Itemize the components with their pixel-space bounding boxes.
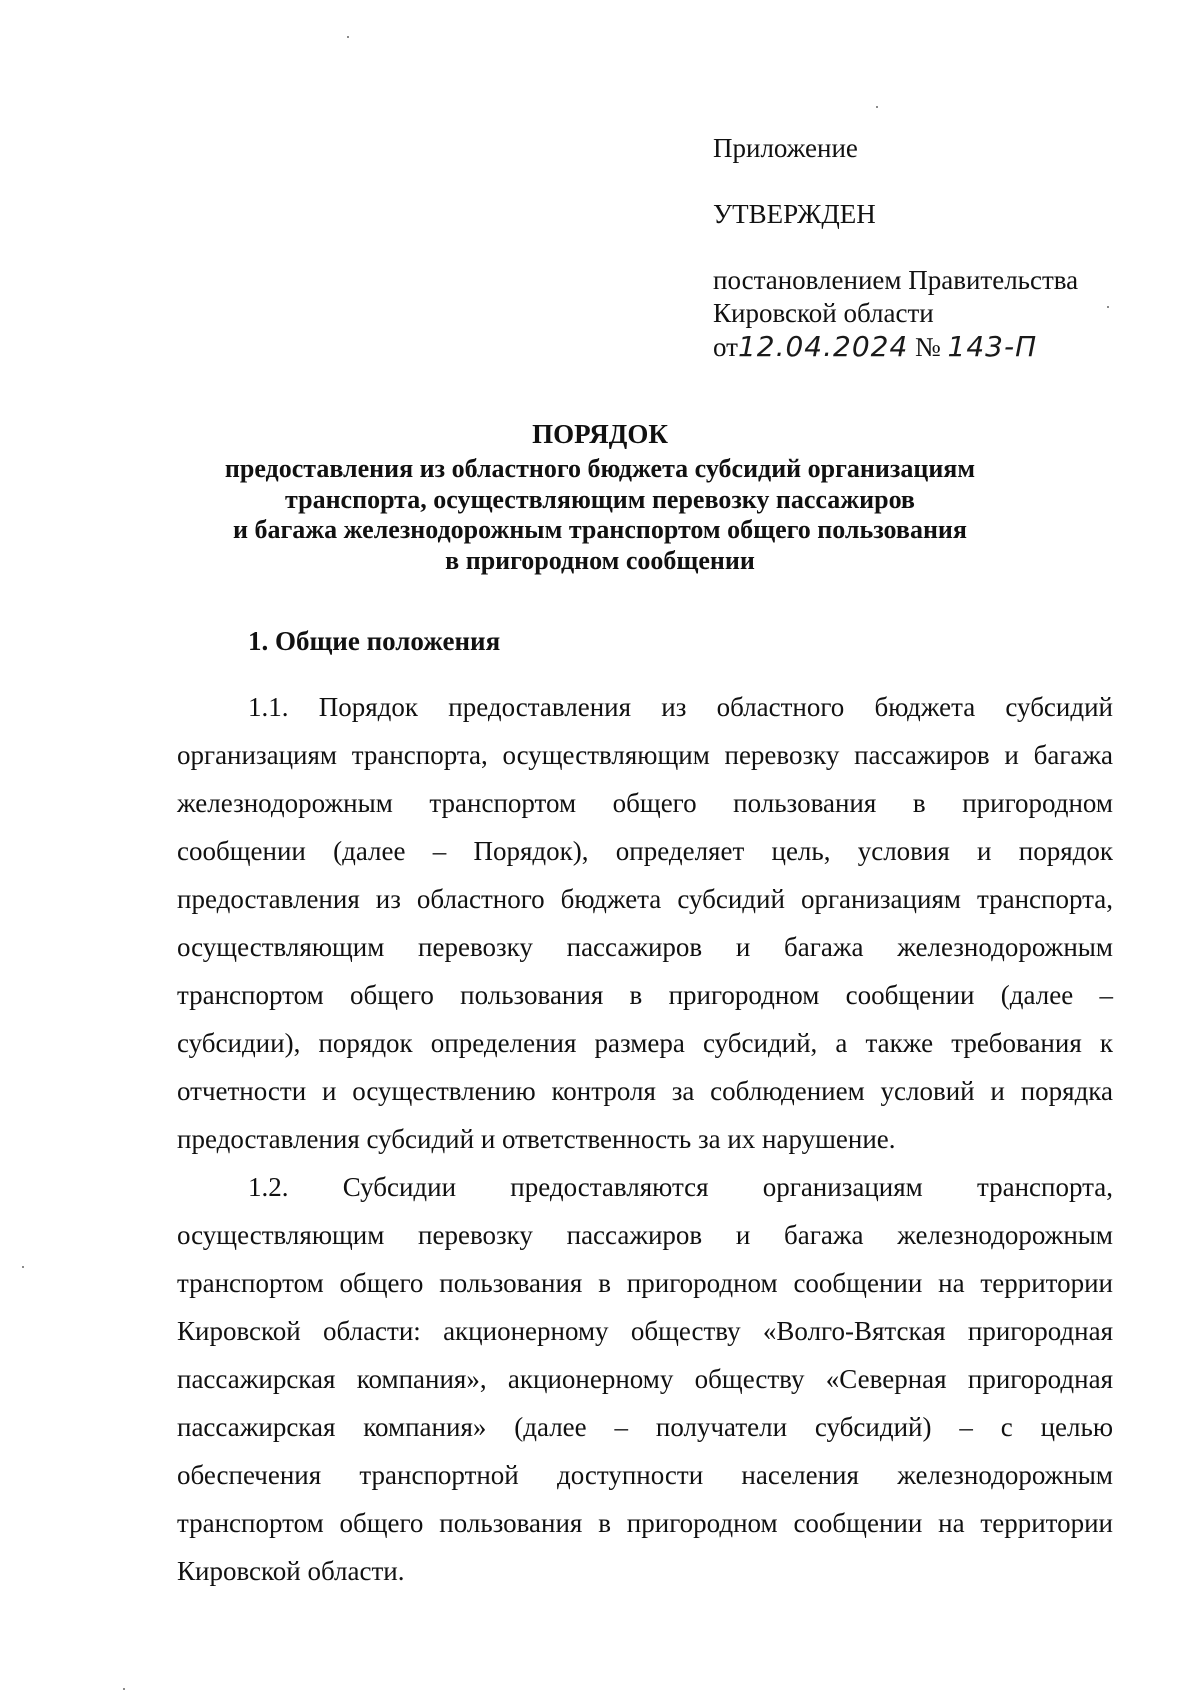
title-sub-line: транспорта, осуществляющим перевозку пассажиров [285, 484, 915, 514]
date-prefix: от [713, 332, 738, 362]
title-subtitle [180, 454, 1020, 576]
paragraph-1-2-line: Кировской области: акционерному обществу «Волго-Вятская пригородная [177, 1316, 1113, 1346]
decree-line-2: Кировской области [713, 298, 934, 328]
scan-speck [347, 36, 349, 38]
title-sub-line: и багажа железнодорожным транспортом общего пользования [233, 515, 967, 544]
scan-speck [1107, 306, 1109, 308]
paragraph-1-1-line: предоставления из областного бюджета субсидий организациям транспорта, [177, 884, 1113, 914]
paragraph-1-1-line: субсидии), порядок определения размера субсидий, а также требования к [177, 1028, 1113, 1058]
paragraph-1-1-line: отчетности и осуществлению контроля за соблюдением условий и порядка [177, 1076, 1113, 1106]
number-sign: № [915, 332, 941, 362]
appendix-label: Приложение [713, 133, 858, 163]
approval-block [713, 132, 1153, 364]
paragraph-1-2-line: пассажирская компания», акционерному обществу «Северная пригородная [177, 1364, 1113, 1394]
paragraph-1-1-line: железнодорожным транспортом общего пользования в пригородном [177, 788, 1113, 818]
scan-speck [123, 1688, 125, 1690]
paragraph-1-1-line: 1.1. Порядок предоставления из областного бюджета субсидий [248, 692, 1113, 722]
handwritten-date: 12.04.2024 [737, 330, 909, 363]
scan-speck [876, 106, 878, 108]
paragraph-1-2-line: транспортом общего пользования в пригородном сообщении на территории [177, 1268, 1113, 1298]
approved-label: УТВЕРЖДЕН [713, 199, 876, 229]
paragraph-1-2-line: пассажирская компания» (далее – получатели субсидий) – с целью [177, 1412, 1113, 1442]
title-sub-line: в пригородном сообщении [445, 545, 755, 575]
decree-date-line [713, 330, 1153, 364]
handwritten-number: 143-П [947, 330, 1038, 363]
document-title [180, 418, 1020, 576]
section-heading: 1. Общие положения [248, 626, 501, 656]
paragraph-1-2-line: осуществляющим перевозку пассажиров и багажа железнодорожным [177, 1220, 1113, 1250]
paragraph-1-1-line: осуществляющим перевозку пассажиров и багажа железнодорожным [177, 932, 1113, 962]
title-main: ПОРЯДОК [532, 419, 668, 449]
paragraph-1-2-line: 1.2. Субсидии предоставляются организациям транспорта, [248, 1172, 1113, 1202]
title-sub-line: предоставления из областного бюджета субсидий организациям [224, 454, 976, 483]
scan-speck [22, 1266, 24, 1268]
paragraph-1-1-line: предоставления субсидий и ответственность за их нарушение. [177, 1124, 896, 1154]
paragraph-1-1-line: сообщении (далее – Порядок), определяет цель, условия и порядок [177, 836, 1113, 866]
decree-line-1: постановлением Правительства [713, 265, 1079, 295]
paragraph-1-1-line: организациям транспорта, осуществляющим перевозку пассажиров и багажа [177, 740, 1113, 770]
paragraph-1-2-line: обеспечения транспортной доступности населения железнодорожным [177, 1460, 1113, 1490]
paragraph-1-1-line: транспортом общего пользования в пригородном сообщении (далее – [177, 980, 1113, 1010]
paragraph-1-2-line: Кировской области. [177, 1556, 405, 1586]
paragraph-1-2-line: транспортом общего пользования в пригородном сообщении на территории [177, 1508, 1113, 1538]
